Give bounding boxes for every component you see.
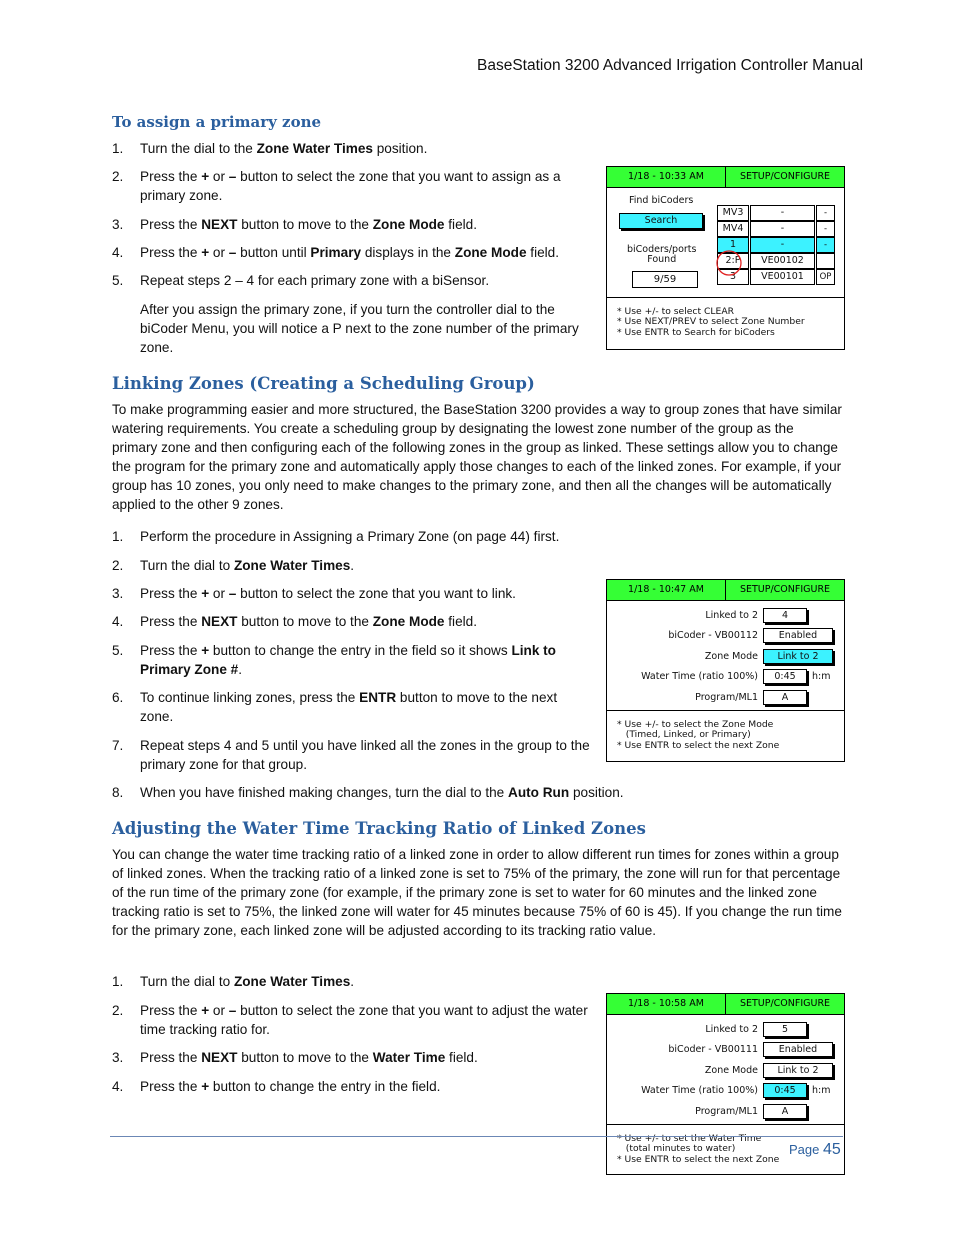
field-unit: h:m: [812, 1085, 831, 1096]
step-emphasis: Zone Water Times: [256, 141, 373, 156]
find-bicoders-label: Find biCoders: [629, 195, 694, 206]
step-emphasis: Zone Mode: [372, 217, 445, 232]
step-number: 3.: [112, 586, 124, 601]
step-emphasis: +: [201, 1079, 210, 1094]
step-number: 4.: [112, 1079, 124, 1094]
step-text: [140, 271, 592, 290]
step-text: [140, 215, 592, 234]
bicoder-table-cell: MV4: [717, 221, 749, 237]
bicoders-found-value: 9/59: [632, 271, 698, 288]
step-emphasis: NEXT: [201, 217, 238, 232]
step-fragment: field.: [444, 217, 477, 232]
step-text: [140, 556, 840, 575]
step-emphasis: ENTR: [359, 690, 397, 705]
screen-divider: [607, 1124, 844, 1125]
step-emphasis: Zone Mode: [454, 245, 527, 260]
field-label: Linked to 2: [705, 1024, 758, 1035]
screen-mode: SETUP/CONFIGURE: [726, 994, 844, 1015]
step-number: 1.: [112, 141, 124, 156]
step-emphasis: –: [228, 586, 237, 601]
field-value[interactable]: Link to 2: [763, 649, 833, 664]
screen-notes: * Use +/- to select the Zone Mode (Timed, Linked, or Primary) * Use ENTR to select the next Zone: [617, 719, 780, 751]
step-fragment: Press the: [140, 245, 202, 260]
step-fragment: field.: [445, 1050, 478, 1065]
step-fragment: button to move to the: [237, 217, 373, 232]
step-emphasis: –: [228, 1003, 237, 1018]
step-fragment: button to change the entry in the field so it shows: [209, 643, 512, 658]
step-fragment: Press the: [140, 1079, 202, 1094]
step-emphasis: +: [201, 169, 210, 184]
step-number: 1.: [112, 974, 124, 989]
step-number: 1.: [112, 529, 124, 544]
step-fragment: button to move to the: [237, 614, 373, 629]
step-number: 3.: [112, 217, 124, 232]
step-fragment: button to select the zone that you want to link.: [236, 586, 516, 601]
bicoders-found-label: biCoders/ports Found: [627, 244, 697, 265]
field-value[interactable]: 0:45: [763, 1083, 807, 1098]
step-fragment: or: [209, 586, 229, 601]
step-fragment: Press the: [140, 217, 202, 232]
step-emphasis: NEXT: [201, 1050, 238, 1065]
section-title-assign-primary: To assign a primary zone: [112, 113, 322, 131]
bicoder-table-cell: -: [750, 221, 815, 237]
step-fragment: position.: [569, 785, 624, 800]
screen-time: 1/18 - 10:33 AM: [607, 167, 726, 188]
step-emphasis: +: [201, 1003, 210, 1018]
field-label: Linked to 2: [705, 610, 758, 621]
page-label: Page: [789, 1142, 820, 1157]
step-fragment: button to move to the next zone.: [140, 690, 558, 724]
step-text: [140, 243, 592, 262]
step-fragment: displays in the: [361, 245, 455, 260]
step-text: [140, 139, 592, 158]
step-emphasis: +: [201, 245, 210, 260]
step-number: 2.: [112, 1003, 124, 1018]
step-fragment: button until: [236, 245, 311, 260]
screen-mode: SETUP/CONFIGURE: [726, 580, 844, 601]
footer-rule: [110, 1136, 843, 1137]
step-fragment: Press the: [140, 1050, 202, 1065]
step-text: [140, 584, 592, 603]
field-value[interactable]: A: [763, 690, 807, 705]
field-value[interactable]: A: [763, 1104, 807, 1119]
step-fragment: Perform the procedure in Assigning a Primary Zone (on page 44) first.: [140, 529, 560, 544]
field-label: Zone Mode: [704, 1065, 758, 1076]
step-text: [140, 972, 592, 991]
field-value[interactable]: Enabled: [763, 628, 833, 643]
section-title-water-time-ratio: Adjusting the Water Time Tracking Ratio of Linked Zones: [112, 819, 646, 838]
field-label: Zone Mode: [704, 651, 758, 662]
step-text: [140, 1001, 592, 1039]
step-emphasis: Auto Run: [508, 785, 570, 800]
step-text: [140, 612, 592, 631]
field-unit: h:m: [812, 671, 831, 682]
screen-notes: * Use +/- to set the Water Time (total minutes to water) * Use ENTR to select the next Zone: [617, 1133, 780, 1165]
page-number: [789, 1141, 841, 1159]
screen-time: 1/18 - 10:58 AM: [607, 994, 726, 1015]
field-value[interactable]: 4: [763, 608, 807, 623]
bicoder-table-cell: -: [750, 237, 815, 253]
step-number: 6.: [112, 690, 124, 705]
step-fragment: field.: [526, 245, 560, 260]
step-text: [140, 736, 592, 774]
step-number: 3.: [112, 1050, 124, 1065]
step-text: [140, 783, 840, 802]
step-emphasis: Water Time: [372, 1050, 446, 1065]
step-fragment: or: [209, 169, 229, 184]
field-label: biCoder - VB00111: [668, 1044, 758, 1055]
bicoder-table-cell: VE00101: [750, 269, 815, 285]
step-text: [140, 641, 592, 679]
step-fragment: Repeat steps 4 and 5 until you have linked all the zones in the group to the primary zone for that group.: [140, 738, 590, 772]
step-fragment: When you have finished making changes, turn the dial to the: [140, 785, 509, 800]
step-fragment: Turn the dial to: [140, 558, 234, 573]
search-button[interactable]: Search: [619, 213, 703, 229]
screen-divider: [607, 297, 844, 298]
step-fragment: To continue linking zones, press the: [140, 690, 360, 705]
controller-screen-zone-mode: [606, 579, 845, 762]
step-number: 2.: [112, 558, 124, 573]
bicoder-table-cell: 2:P: [717, 253, 749, 269]
step-emphasis: Zone Water Times: [233, 974, 351, 989]
step-emphasis: +: [201, 643, 210, 658]
step-emphasis: Zone Water Times: [233, 558, 351, 573]
step-fragment: button to change the entry in the field.: [209, 1079, 441, 1094]
step-emphasis: Zone Mode: [372, 614, 445, 629]
bicoder-table-cell: OP: [816, 269, 835, 285]
document-header: BaseStation 3200 Advanced Irrigation Controller Manual: [477, 57, 864, 74]
step-fragment: .: [350, 974, 355, 989]
field-label: Water Time (ratio 100%): [641, 1085, 758, 1096]
field-value[interactable]: 5: [763, 1022, 807, 1037]
step-fragment: Press the: [140, 614, 202, 629]
step-number: 7.: [112, 738, 124, 753]
step-text: [140, 688, 592, 726]
bicoder-table-cell: 3: [717, 269, 749, 285]
step-fragment: .: [350, 558, 355, 573]
bicoder-table-cell: [816, 253, 835, 269]
step-fragment: Press the: [140, 169, 202, 184]
step-emphasis: –: [228, 245, 237, 260]
step-number: 4.: [112, 614, 124, 629]
controller-screen-find-bicoders: [606, 166, 845, 350]
step-emphasis: –: [228, 169, 237, 184]
field-value[interactable]: Enabled: [763, 1042, 833, 1057]
bicoder-table-cell: -: [816, 221, 835, 237]
bicoder-table-cell: -: [750, 205, 815, 221]
screen-notes: * Use +/- to select CLEAR * Use NEXT/PREV to select Zone Number * Use ENTR to Search for biCoders: [617, 306, 805, 338]
field-label: Water Time (ratio 100%): [641, 671, 758, 682]
step-fragment: position.: [372, 141, 428, 156]
step-fragment: .: [238, 662, 242, 677]
step-fragment: field.: [444, 614, 477, 629]
highlight-circle: [713, 247, 745, 279]
bicoder-table-cell: -: [816, 205, 835, 221]
step-emphasis: NEXT: [201, 614, 238, 629]
section1-after-text: After you assign the primary zone, if you turn the controller dial to the biCoder Menu, you will notice a P next to the zone number of the primary zone.: [140, 302, 579, 355]
step-number: 5.: [112, 273, 124, 288]
step-fragment: button to select the zone that you want to adjust the water time tracking ratio for.: [140, 1003, 588, 1037]
bicoder-table-cell: -: [816, 237, 835, 253]
step-text: [140, 527, 840, 546]
section2-intro: To make programming easier and more structured, the BaseStation 3200 provides a way to group zones that have similar watering requirements. You create a scheduling group by designating the lowest zone number of the group as the primary zone and then configuring each of the following zones in the group as linked. These settings allow you to change the program for the primary zone and automatically apply those changes to each of the linked zones. For example, if your group has 10 zones, you only need to make changes to the primary zone, and then all the changes will be automatically applied to the other 9 zones.: [112, 402, 842, 512]
step-emphasis: +: [201, 586, 210, 601]
step-fragment: Press the: [140, 1003, 202, 1018]
screen-divider: [607, 710, 844, 711]
step-number: 2.: [112, 169, 124, 184]
step-fragment: Turn the dial to: [140, 974, 234, 989]
step-emphasis: Link to Primary Zone #: [140, 643, 556, 677]
step-fragment: or: [209, 245, 229, 260]
step-fragment: Press the: [140, 643, 202, 658]
field-value[interactable]: Link to 2: [763, 1063, 833, 1078]
step-fragment: Turn the dial to the: [140, 141, 257, 156]
step-text: [140, 167, 592, 205]
field-label: Program/ML1: [695, 692, 758, 703]
bicoder-table-cell: 1: [717, 237, 749, 253]
step-emphasis: Primary: [310, 245, 362, 260]
page-number-value: 45: [823, 1141, 841, 1158]
step-text: [140, 1048, 592, 1067]
step-fragment: Repeat steps 2 – 4 for each primary zone with a biSensor.: [140, 273, 490, 288]
step-fragment: button to move to the: [237, 1050, 373, 1065]
field-value[interactable]: 0:45: [763, 669, 807, 684]
section3-intro: You can change the water time tracking ratio of a linked zone in order to allow different run times for zones within a group of linked zones. When the tracking ratio of a linked zone is set to 75% of the primary, the zone will run for that percentage of the run time of the primary zone (for example, if the primary zone is set to water for 60 minutes and the linked zone tracking ratio is set to 75%, the linked zone will water for 45 minutes because 75% of 60 is 45). If you change the run time for the primary zone, each linked zone will be adjusted according to its tracking ratio value.: [112, 847, 842, 938]
step-number: 4.: [112, 245, 124, 260]
field-label: biCoder - VB00112: [668, 630, 758, 641]
step-fragment: Press the: [140, 586, 202, 601]
section-title-linking-zones: Linking Zones (Creating a Scheduling Group): [112, 374, 535, 393]
step-text: [140, 1077, 592, 1096]
bicoder-table-cell: VE00102: [750, 253, 815, 269]
step-number: 5.: [112, 643, 124, 658]
step-fragment: button to select the zone that you want to assign as a primary zone.: [140, 169, 561, 203]
step-number: 8.: [112, 785, 124, 800]
step-fragment: or: [209, 1003, 229, 1018]
screen-time: 1/18 - 10:47 AM: [607, 580, 726, 601]
screen-mode: SETUP/CONFIGURE: [726, 167, 844, 188]
field-label: Program/ML1: [695, 1106, 758, 1117]
bicoder-table-cell: MV3: [717, 205, 749, 221]
